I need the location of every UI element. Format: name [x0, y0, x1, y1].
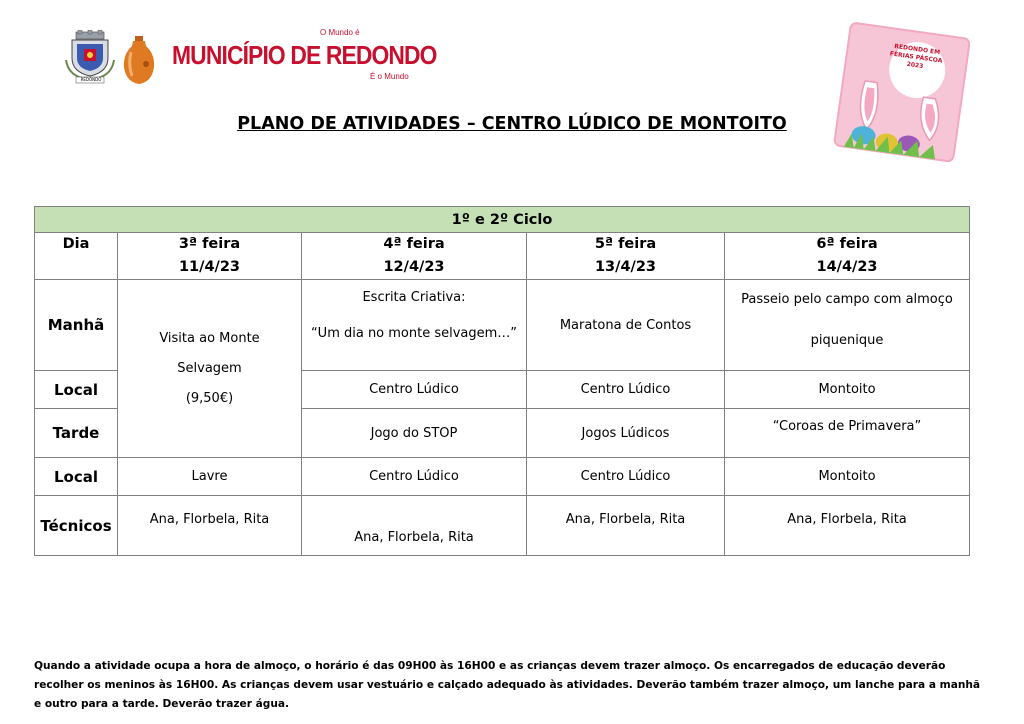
cycle-band: 1º e 2º Ciclo	[35, 207, 970, 233]
tuesday-activity-line: Visita ao Monte	[159, 330, 260, 346]
afternoon-location-tue: Lavre	[118, 458, 302, 496]
day-date: 12/4/23	[383, 259, 445, 275]
day-date: 11/4/23	[178, 259, 241, 275]
municipality-brand	[172, 28, 437, 88]
staff-wed: Ana, Florbela, Rita	[302, 496, 527, 556]
tuesday-activity-line: Selvagem	[177, 360, 242, 376]
footnote: Quando a atividade ocupa a hora de almoço, o horário é das 09H00 às 16H00 e as crianças devem trazer almoço. Os encarregados de educação deverão recolher os meninos às 16H00. As crianças devem usar vestuário e calçado adequado às atividades. Deverão também trazer almoço, um lanche para a manhã e outro para a tarde. Deverão trazer água.	[34, 660, 981, 710]
day-header-fri	[725, 233, 970, 280]
afternoon-location-fri: Montoito	[725, 458, 970, 496]
brand-tag-top: O Mundo é	[320, 28, 360, 37]
morning-row	[35, 280, 970, 371]
morning-location-fri: Montoito	[725, 371, 970, 409]
activity-schedule-table	[34, 206, 970, 556]
activity-line: “Um dia no monte selvagem…”	[310, 326, 518, 341]
easter-holiday-image	[832, 22, 970, 162]
row-label-tecnicos: Técnicos	[35, 496, 118, 556]
page-title: PLANO DE ATIVIDADES – CENTRO LÚDICO DE MONTOITO	[237, 114, 787, 134]
day-header-tue	[118, 233, 302, 280]
table-band-row	[35, 207, 970, 233]
morning-activity-fri	[725, 280, 970, 371]
staff-fri: Ana, Florbela, Rita	[725, 496, 970, 556]
brand-tag-bottom: É o Mundo	[370, 72, 409, 81]
day-header-row	[35, 233, 970, 280]
day-name: 4ª feira	[383, 236, 445, 252]
brand-name: MUNICÍPIO DE REDONDO	[172, 40, 437, 70]
activity-line: Passeio pelo campo com almoço	[741, 292, 953, 307]
afternoon-location-thu: Centro Lúdico	[527, 458, 725, 496]
tuesday-activity-cell	[118, 280, 302, 458]
row-label-tarde: Tarde	[35, 409, 118, 458]
day-name: 5ª feira	[594, 236, 657, 252]
afternoon-activity-thu: Jogos Lúdicos	[527, 409, 725, 458]
day-date: 13/4/23	[594, 259, 657, 275]
day-name: 6ª feira	[816, 236, 878, 252]
activity-line: piquenique	[810, 333, 884, 348]
tuesday-activity-price: (9,50€)	[185, 390, 234, 406]
afternoon-location-wed: Centro Lúdico	[302, 458, 527, 496]
morning-activity-wed	[302, 280, 527, 371]
row-label-manha: Manhã	[35, 280, 118, 371]
row-label-local: Local	[35, 458, 118, 496]
staff-tue: Ana, Florbela, Rita	[118, 496, 302, 556]
crest-caption: REDONDO	[80, 77, 102, 82]
row-label-local: Local	[35, 371, 118, 409]
morning-location-wed: Centro Lúdico	[302, 371, 527, 409]
afternoon-location-row	[35, 458, 970, 496]
day-header-thu	[527, 233, 725, 280]
activity-line: Escrita Criativa:	[362, 290, 466, 305]
afternoon-activity-wed: Jogo do STOP	[302, 409, 527, 458]
morning-location-thu: Centro Lúdico	[527, 371, 725, 409]
clay-jar-logo	[122, 34, 156, 86]
staff-thu: Ana, Florbela, Rita	[527, 496, 725, 556]
day-date: 14/4/23	[816, 259, 878, 275]
staff-row	[35, 496, 970, 556]
day-name: 3ª feira	[178, 236, 241, 252]
morning-activity-thu: Maratona de Contos	[527, 280, 725, 371]
municipal-crest-logo	[64, 30, 116, 84]
afternoon-activity-fri: “Coroas de Primavera”	[725, 409, 970, 458]
easter-badge-text: REDONDO EM FÉRIAS PÁSCOA 2023	[889, 42, 943, 71]
day-column-label: Dia	[35, 233, 118, 280]
day-header-wed	[302, 233, 527, 280]
